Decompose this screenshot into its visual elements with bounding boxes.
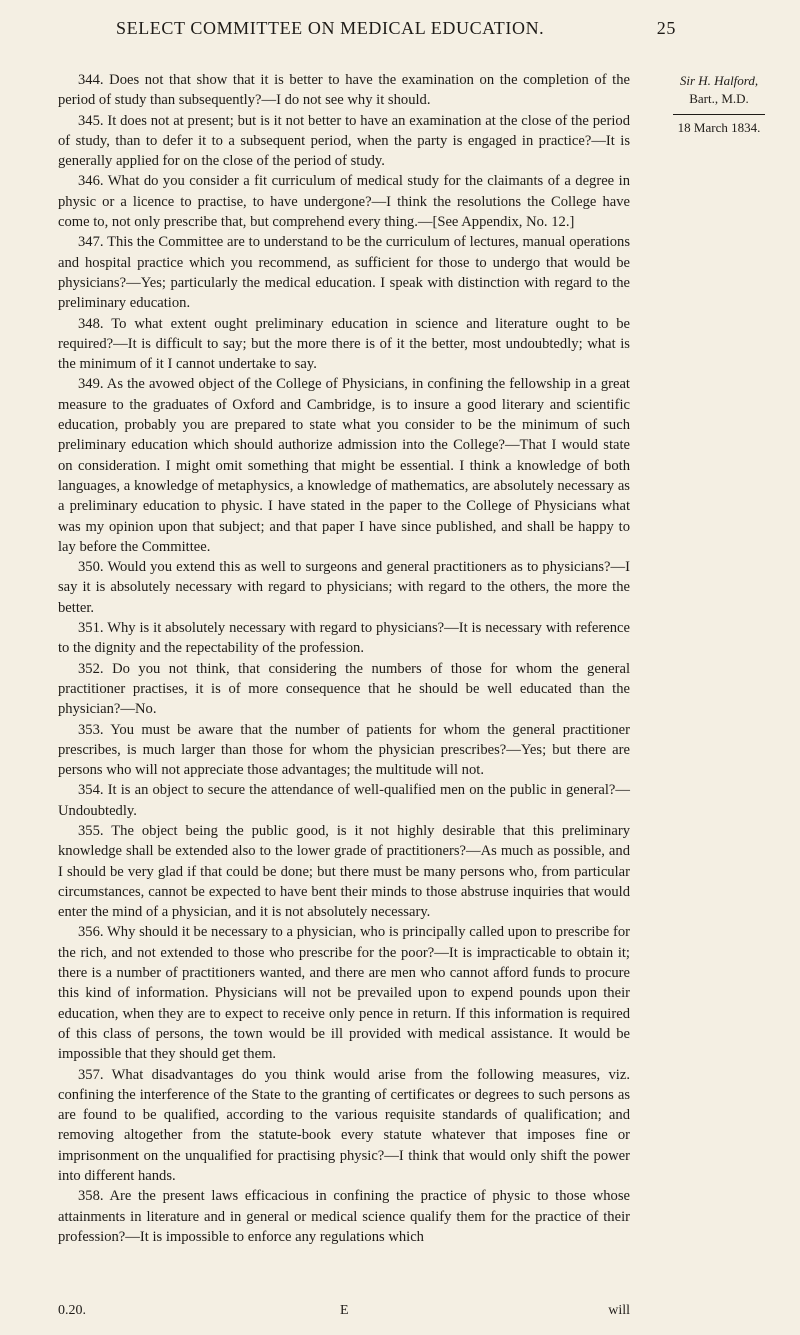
- question-answer: 358. Are the present laws efficacious in confining the practice of physic to those whose attainments in literature and in general or medical science qualify them for the practice of their profession?—It is impossible to enforce any regulations which: [58, 1188, 630, 1245]
- question-answer: 355. The object being the public good, is it not highly desirable that this preliminary knowledge shall be extended also to the lower grade of practitioners?—As much as possible, and I should be very glad if that could be done; but there must be many persons who, from particular circumstances, cannot be expected to have bent their minds to those abstruse inquiries that would enter the mind of a physician, and it is not absolutely necessary.: [58, 822, 630, 921]
- question-answer: 350. Would you extend this as well to surgeons and general practitioners as to physicians?—I say it is absolutely necessary with regard to physicians; with regard to the others, the more the better.: [58, 559, 630, 616]
- question-number: 345.: [78, 112, 104, 129]
- question-answer: 349. As the avowed object of the College of Physicians, in confining the fellowship in a great measure to the graduates of Oxford and Cambridge, is to insure a good literary and scientific education, probably you are prepared to state what you consider to be the minimum of such preliminary education which should authorize admission into the College?—That I would state on consideration. I might omit something that might be essential. I think a knowledge of both languages, a knowledge of metaphysics, a knowledge of mathematics, are absolutely necessary as a preliminary education to physic. I have stated in the paper to the College of Physicians what was my opinion upon that subject; and that paper I have since published, and shall be happy to lay before the Committee.: [58, 376, 631, 555]
- answer-text: Undoubtedly.: [58, 802, 137, 819]
- answer-text: Yes; but there are persons who will not appreciate those advantages; the multitude will not.: [58, 741, 630, 779]
- session-date: 18 March 1834.: [677, 120, 761, 135]
- answer-text: That I would state on consideration. I might omit something that might be essential. I think a knowledge of both languages, a knowledge of metaphysics, a knowledge of mathematics, are absolutely necessary as a preliminary education to physic. I have stated in the paper to the College of Physicians what was my opinion upon that subject; and that paper I have since published, and shall be happy to lay before the Committee.: [58, 437, 631, 555]
- answer-text: I think the resolutions the College have come to, not only prescribe that, but comprehend every thing.—[See Appendix, No. 12.]: [58, 193, 630, 231]
- answer-text: I do not see why it should.: [276, 92, 431, 109]
- question-number: 353.: [78, 721, 104, 738]
- margin-rule: [673, 114, 765, 115]
- question-text: It is an object to secure the attendance of well-qualified men on the public in general?: [107, 782, 616, 799]
- catchword: will: [608, 1303, 630, 1318]
- question-text: Are the present laws efficacious in confining the practice of physic to those whose attainments in literature and in general or medical science qualify them for the practice of their profession?: [58, 1188, 630, 1245]
- witness-title: Bart., M.D.: [689, 91, 749, 106]
- question-answer: 348. To what extent ought preliminary education in science and literature ought to be required?—It is difficult to say; but the more there is of it the better, most undoubtedly; what is the minimum of it I cannot undertake to say.: [58, 315, 630, 373]
- answer-text: Yes; particularly the medical education. I speak with distinction with regard to the preliminary education.: [58, 274, 630, 312]
- answer-text: It is impracticable to obtain it; there is a number of practitioners wanted, and there are men who cannot afford funds to procure this kind of information. Physicians will not be prevailed upon to expend pounds upon their education, when they are to expect to receive only pence in return. If this information is required of this class of persons, the town would be ill provided with medical assistance. It would be impossible that they should get them.: [58, 944, 630, 1063]
- question-answer: 357. What disadvantages do you think would arise from the following measures, viz. confining the interference of the State to the granting of certificates or degrees to such persons as are found to be qualified, according to the various requisite standards of qualification; and removing altogether from the statute-book every statute whatever that imposes fine or imprisonment on the unqualified for practising physic?—I think that would only shift the power into different hands.: [58, 1066, 630, 1185]
- question-number: 347.: [78, 234, 104, 251]
- question-number: 350.: [78, 559, 104, 576]
- question-text: As the avowed object of the College of Physicians, in confining the fellowship in a great measure to the graduates of Oxford and Cambridge, is to insure a good literary and scientific education, probably you are prepared to state what you consider to be the minimum of such preliminary education which should authorize admission into the College?: [58, 376, 630, 454]
- question-number: 344.: [78, 72, 104, 88]
- question-answer: 356. Why should it be necessary to a physician, who is principally called upon to prescribe for the rich, and not extended to those who prescribe for the poor?—It is impracticable to obtain it; there is a number of practitioners wanted, and there are men who cannot afford funds to procure this kind of information. Physicians will not be prevailed upon to expend pounds upon their education, when they are to expect to receive only pence in return. If this information is required of this class of persons, the town would be ill provided with medical assistance. It would be impossible that they should get them.: [58, 924, 630, 1063]
- page-title: SELECT COMMITTEE ON MEDICAL EDUCATION.: [116, 18, 545, 38]
- question-text: The object being the public good, is it not highly desirable that this preliminary knowledge shall be extended also to the lower grade of practitioners?: [58, 822, 630, 860]
- question-number: 354.: [78, 782, 104, 799]
- signature-mark: E: [340, 1303, 349, 1318]
- running-header: [116, 18, 676, 39]
- question-text: Does not that show that it is better to have the examination on the completion of the period of study than subsequently?: [58, 72, 630, 109]
- answer-text: It is generally applied for on the close of the period of study.: [58, 132, 631, 170]
- question-text: To what extent ought preliminary education in science and literature ought to be required?: [58, 315, 630, 352]
- question-answer: 346. What do you consider a fit curriculum of medical study for the claimants of a degree in physic or a licence to practise, to have undergone?—I think the resolutions the College have come to, not only prescribe that, but comprehend every thing.—[See Appendix, No. 12.]: [58, 173, 630, 231]
- question-number: 346.: [78, 173, 104, 190]
- question-text: You must be aware that the number of patients for whom the general practitioner prescribes, is much larger than those for whom the physician prescribes?: [58, 721, 630, 758]
- printer-signature: 0.20.: [58, 1303, 86, 1318]
- margin-note: [644, 72, 794, 137]
- question-text: This the Committee are to understand to be the curriculum of lectures, manual operations and hospital practice which you recommend, as sufficient for those to undergo that would be physicians?: [58, 234, 630, 291]
- question-answer: 352. Do you not think, that considering the numbers of those for whom the general practitioner practises, it is of more consequence that he should be well educated than the physician?—No.: [58, 660, 630, 718]
- question-number: 357.: [78, 1066, 104, 1083]
- question-text: Why should it be necessary to a physician, who is principally called upon to prescribe for the rich, and not extended to those who prescribe for the poor?: [58, 924, 630, 961]
- question-answer: 351. Why is it absolutely necessary with regard to physicians?—It is necessary with reference to the dignity and the repectability of the profession.: [58, 620, 630, 657]
- question-text: What do you consider a fit curriculum of medical study for the claimants of a degree in physic or a licence to practise, to have undergone?: [58, 173, 630, 210]
- question-text: Would you extend this as well to surgeons and general practitioners as to physicians?: [107, 559, 611, 576]
- answer-text: As much as possible, and I should be very glad if that could be done; but there must be many persons who, from particular circumstances, cannot be expected to have bent their minds to those abstruse inquiries that would enter the mind of a physician, and it is not absolutely necessary.: [58, 843, 630, 921]
- answer-text: It is difficult to say; but the more there is of it the better, most undoubtedly; what is the minimum of it I cannot undertake to say.: [58, 335, 630, 373]
- question-answer: 354. It is an object to secure the attendance of well-qualified men on the public in general?—Undoubtedly.: [58, 782, 630, 819]
- answer-text: It is necessary with reference to the dignity and the repectability of the profession.: [58, 620, 630, 657]
- question-answer: 353. You must be aware that the number of patients for whom the general practitioner prescribes, is much larger than those for whom the physician prescribes?—Yes; but there are persons who will not appreciate those advantages; the multitude will not.: [58, 721, 630, 779]
- question-number: 355.: [78, 822, 104, 839]
- witness-name: Sir H. Halford,: [679, 73, 759, 88]
- question-text: Why is it absolutely necessary with regard to physicians?: [107, 620, 445, 637]
- question-number: 351.: [78, 620, 104, 637]
- question-text: What disadvantages do you think would arise from the following measures, viz. confining the interference of the State to the granting of certificates or degrees to such persons as are found to be qualified, according to the various requisite standards of qualification; and removing altogether from the statute-book every statute whatever that imposes fine or imprisonment on the unqualified for practising physic?: [58, 1066, 630, 1164]
- answer-text: I think that would only shift the power into different hands.: [58, 1147, 630, 1185]
- question-text: It does not at present; but is it not better to have an examination at the close of the period of study, than to defer it to a subsequent period, when the party is engaged in practice?: [58, 112, 630, 149]
- question-number: 358.: [78, 1188, 104, 1205]
- question-number: 352.: [78, 660, 104, 677]
- testimony-body: [58, 70, 630, 1247]
- question-number: 348.: [78, 315, 104, 332]
- question-answer: 347. This the Committee are to understand to be the curriculum of lectures, manual operations and hospital practice which you recommend, as sufficient for those to undergo that would be physicians?—Yes; particularly the medical education. I speak with distinction with regard to the preliminary education.: [58, 234, 630, 312]
- answer-text: No.: [135, 701, 157, 718]
- question-number: 356.: [78, 924, 104, 941]
- answer-text: I say it is absolutely necessary with regard to physicians; with regard to the others, the more the better.: [58, 559, 630, 616]
- question-number: 349.: [78, 376, 104, 393]
- question-answer: 344. Does not that show that it is better to have the examination on the completion of the period of study than subsequently?—I do not see why it should.: [58, 72, 630, 109]
- answer-text: It is impossible to enforce any regulations which: [139, 1228, 424, 1245]
- page-number: 25: [656, 18, 676, 38]
- question-text: Do you not think, that considering the numbers of those for whom the general practitioner practises, it is of more consequence that he should be well educated than the physician?: [58, 660, 630, 718]
- question-answer: 345. It does not at present; but is it not better to have an examination at the close of the period of study, than to defer it to a subsequent period, when the party is engaged in practice?—It is generally applied for on the close of the period of study.: [58, 112, 631, 170]
